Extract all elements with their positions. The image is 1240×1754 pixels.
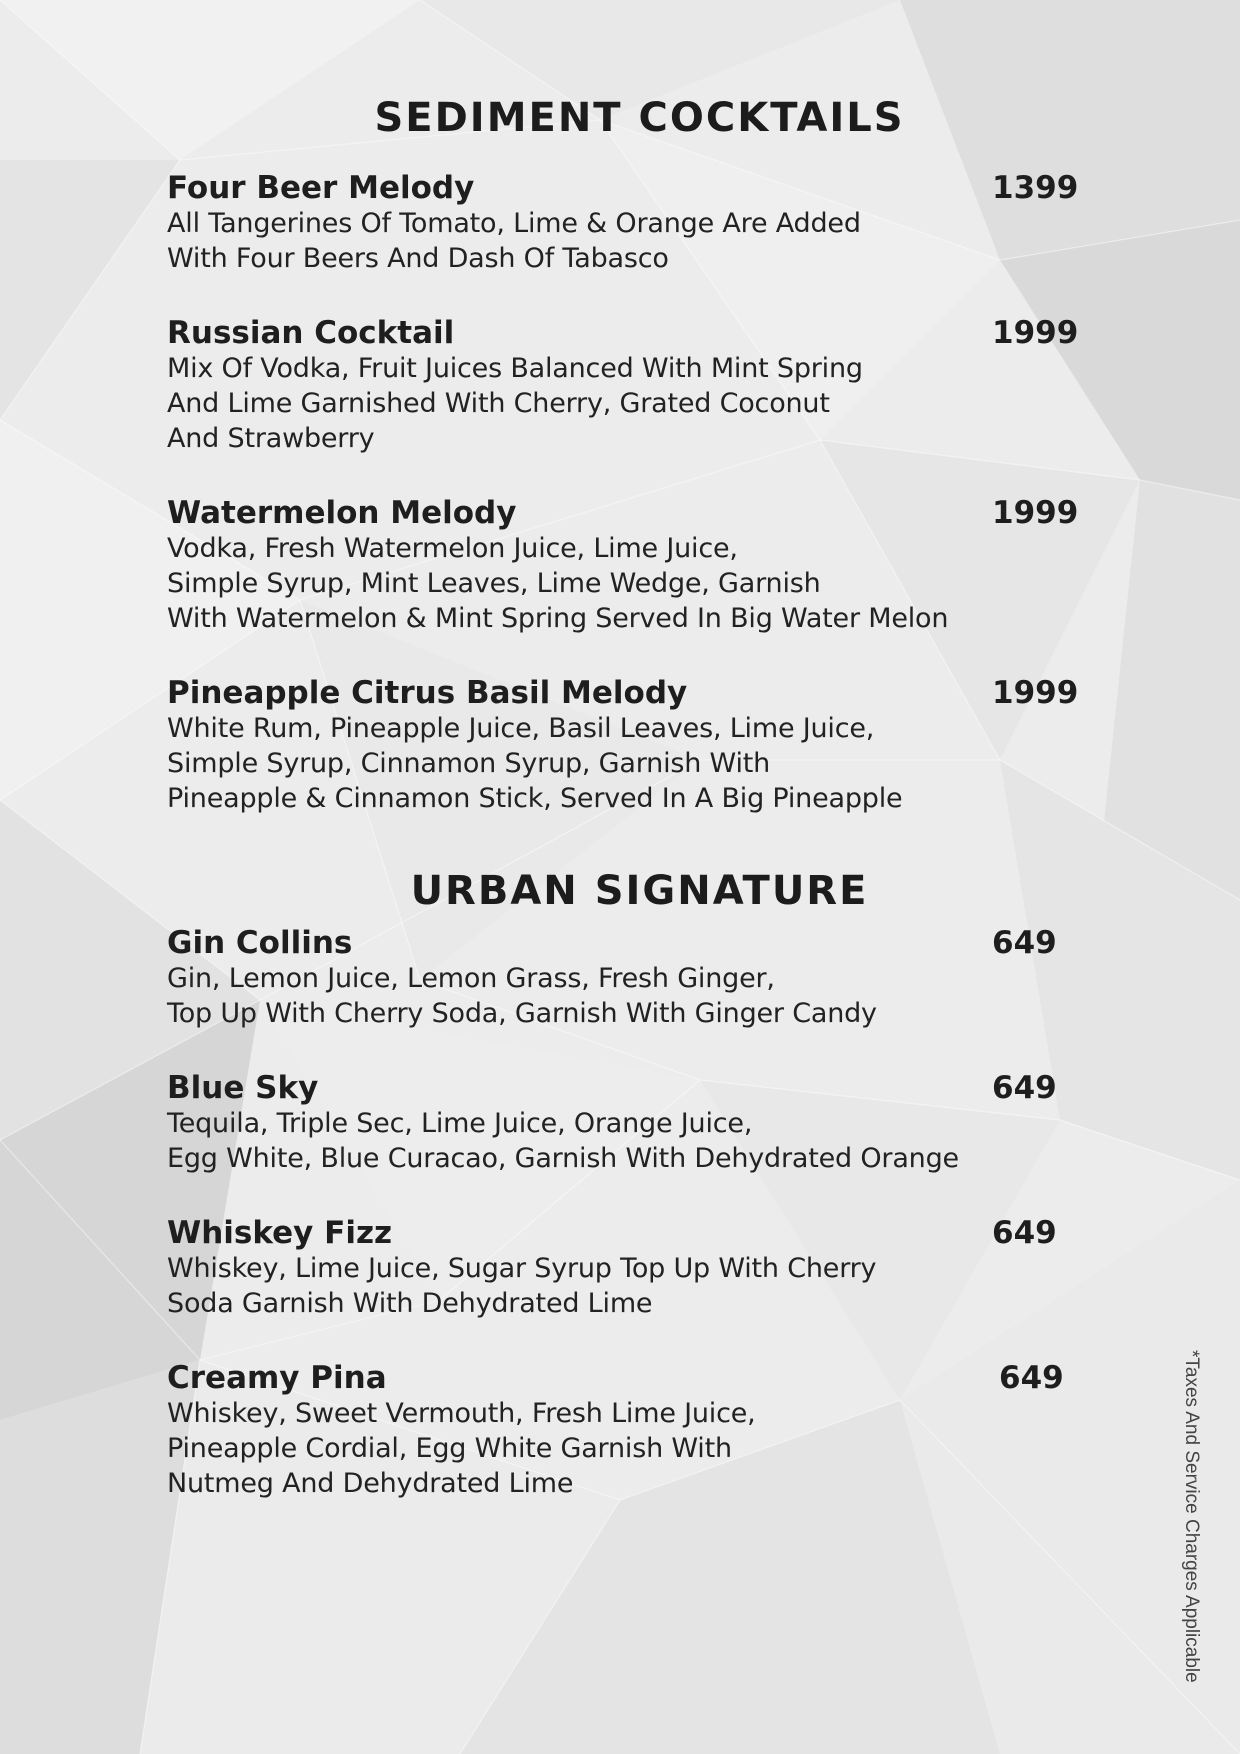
description-line: White Rum, Pineapple Juice, Basil Leaves, Lime Juice,: [167, 713, 875, 744]
description-line: Top Up With Cherry Soda, Garnish With Ginger Candy: [167, 998, 877, 1029]
menu-item: [167, 170, 1087, 276]
description-line: Nutmeg And Dehydrated Lime: [167, 1468, 574, 1499]
item-name: Pineapple Citrus Basil Melody: [167, 675, 688, 711]
menu-item: [167, 925, 1087, 1031]
item-name: Four Beer Melody: [167, 170, 475, 206]
description-line: Soda Garnish With Dehydrated Lime: [167, 1288, 653, 1319]
description-line: Simple Syrup, Cinnamon Syrup, Garnish With: [167, 748, 771, 779]
description-line: Simple Syrup, Mint Leaves, Lime Wedge, Garnish: [167, 568, 821, 599]
item-price: 649: [992, 925, 1057, 961]
item-description: [167, 1396, 1087, 1501]
item-price: 649: [999, 1360, 1064, 1396]
item-description: [167, 1106, 1087, 1176]
description-line: Whiskey, Sweet Vermouth, Fresh Lime Juice,: [167, 1398, 756, 1429]
description-line: Mix Of Vodka, Fruit Juices Balanced With Mint Spring: [167, 353, 863, 384]
menu-item: [167, 495, 1087, 636]
description-line: With Four Beers And Dash Of Tabasco: [167, 243, 669, 274]
description-line: Whiskey, Lime Juice, Sugar Syrup Top Up With Cherry: [167, 1253, 877, 1284]
menu-item: [167, 675, 1087, 816]
description-line: Tequila, Triple Sec, Lime Juice, Orange Juice,: [167, 1108, 753, 1139]
item-name: Whiskey Fizz: [167, 1215, 393, 1251]
section-title: SEDIMENT COCKTAILS: [374, 95, 905, 141]
item-description: [167, 351, 1087, 456]
item-price: 1999: [992, 315, 1079, 351]
description-line: With Watermelon & Mint Spring Served In Big Water Melon: [167, 603, 949, 634]
item-name: Watermelon Melody: [167, 495, 517, 531]
description-line: And Lime Garnished With Cherry, Grated Coconut: [167, 388, 830, 419]
description-line: Vodka, Fresh Watermelon Juice, Lime Juice,: [167, 533, 738, 564]
item-description: [167, 711, 1087, 816]
item-price: 1999: [992, 495, 1079, 531]
item-description: [167, 206, 1087, 276]
item-price: 1399: [992, 170, 1079, 206]
description-line: And Strawberry: [167, 423, 375, 454]
menu-item: [167, 315, 1087, 456]
description-line: All Tangerines Of Tomato, Lime & Orange Are Added: [167, 208, 861, 239]
tax-note: *Taxes And Service Charges Applicable: [1181, 1350, 1202, 1683]
description-line: Gin, Lemon Juice, Lemon Grass, Fresh Ginger,: [167, 963, 775, 994]
section-title: URBAN SIGNATURE: [410, 868, 869, 914]
item-price: 649: [992, 1215, 1057, 1251]
item-name: Blue Sky: [167, 1070, 319, 1106]
item-description: [167, 531, 1087, 636]
item-price: 1999: [992, 675, 1079, 711]
item-name: Russian Cocktail: [167, 315, 455, 351]
item-name: Creamy Pina: [167, 1360, 387, 1396]
item-description: [167, 961, 1087, 1031]
menu-item: [167, 1360, 1087, 1501]
item-description: [167, 1251, 1087, 1321]
menu-item: [167, 1070, 1087, 1176]
item-price: 649: [992, 1070, 1057, 1106]
description-line: Egg White, Blue Curacao, Garnish With Dehydrated Orange: [167, 1143, 959, 1174]
menu-item: [167, 1215, 1087, 1321]
item-name: Gin Collins: [167, 925, 353, 961]
description-line: Pineapple & Cinnamon Stick, Served In A Big Pineapple: [167, 783, 903, 814]
description-line: Pineapple Cordial, Egg White Garnish With: [167, 1433, 732, 1464]
